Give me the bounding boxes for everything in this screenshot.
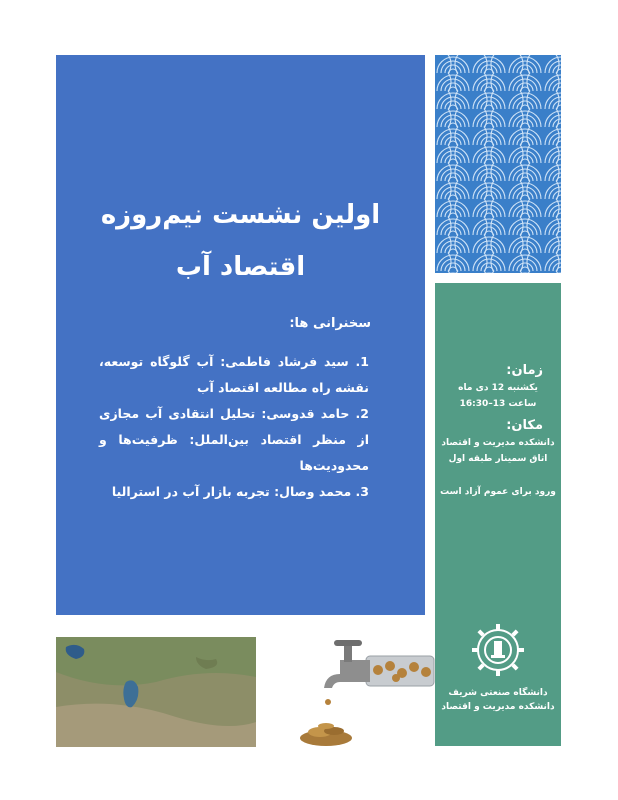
satellite-map-image xyxy=(56,637,256,747)
water-tap-coins-icon xyxy=(296,630,436,750)
place-label: مکان: xyxy=(506,418,543,433)
entry-note: ورود برای عموم آزاد است xyxy=(440,487,556,497)
time-label: زمان: xyxy=(506,363,543,378)
event-info xyxy=(435,363,561,497)
speaker-list xyxy=(99,349,369,505)
wave-pattern-decoration xyxy=(435,55,561,273)
poster-title-line2: اقتصاد آب xyxy=(175,252,306,282)
main-panel xyxy=(56,55,425,615)
university-name xyxy=(435,686,561,714)
info-panel xyxy=(435,283,561,746)
poster-title-line1: اولین نشست نیم‌روزه xyxy=(100,200,381,230)
university-line: دانشگاه صنعتی شریف xyxy=(448,688,548,698)
event-date: یکشنبه 12 دی ماه xyxy=(458,383,538,393)
speaker-item-3: 3. محمد وصال: تجربه بازار آب در استرالیا xyxy=(111,484,369,499)
sharif-gear-logo-icon xyxy=(471,623,525,677)
place-line2: اتاق سمینار طبقه اول xyxy=(448,454,548,464)
place-line1: دانشکده مدیریت و اقتصاد xyxy=(441,438,555,448)
wave-pattern-svg xyxy=(435,55,561,273)
event-hours: ساعت 13–16:30 xyxy=(459,399,537,409)
speaker-item-1: 1. سید فرشاد فاطمی: آب گلوگاه توسعه، نقشه راه مطالعه اقتصاد آب xyxy=(99,354,369,395)
speakers-heading: سخنرانی ها: xyxy=(289,316,371,331)
speaker-item-2: 2. حامد قدوسی: تحلیل انتقادی آب مجازی از منظر اقتصاد بین‌الملل: ظرفیت‌ها و محدودیت‌ها xyxy=(99,406,369,473)
faculty-line: دانشکده مدیریت و اقتصاد xyxy=(441,702,555,712)
